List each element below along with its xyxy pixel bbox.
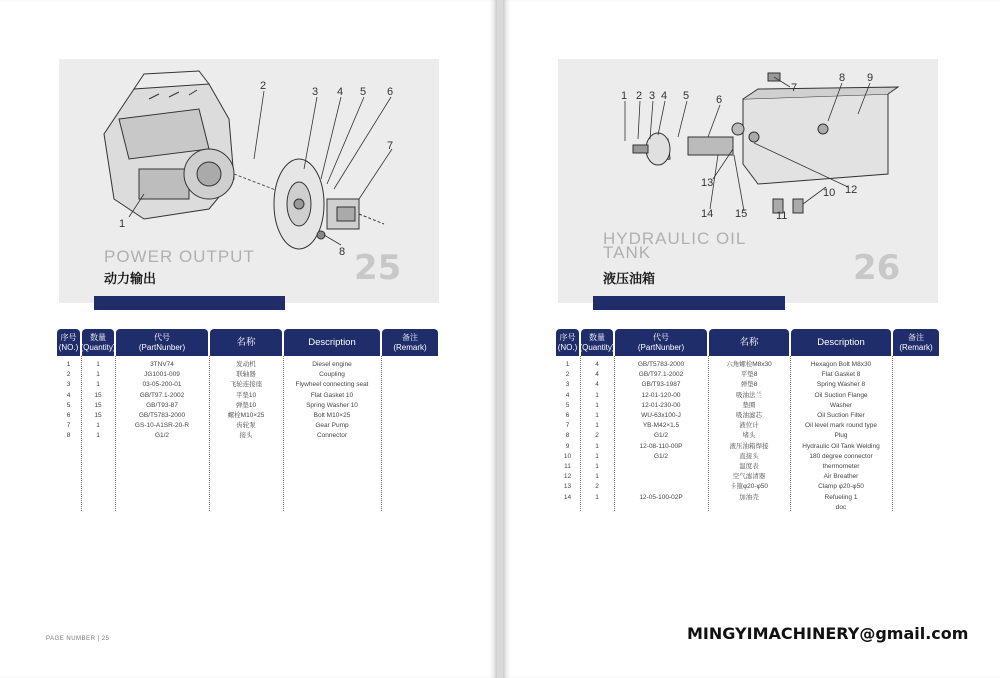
table-cell-desc: Flat Gasket 10 xyxy=(310,391,354,399)
table-cell-desc: Oil Suction Flange xyxy=(814,391,868,399)
table-cell-no: 13 xyxy=(563,483,572,491)
table-cell-name: 弹垫8 xyxy=(740,381,758,389)
table-cell-desc: Plug xyxy=(834,432,848,440)
header-remark: 备注 (Remark) xyxy=(382,329,438,356)
table-cell-no: 1 xyxy=(66,361,71,368)
table-cell-desc: Gear Pump xyxy=(315,422,349,430)
header-remark: 备注 (Remark) xyxy=(893,329,939,356)
table-cell-qty: 1 xyxy=(595,493,599,501)
table-cell-no: 2 xyxy=(66,371,71,379)
callout-1: 1 xyxy=(119,218,126,230)
table-cell-desc: Hydraulic Oil Tank Welding xyxy=(802,442,880,450)
table-cell-qty: 1 xyxy=(96,371,100,379)
table-cell-qty: 2 xyxy=(595,483,599,491)
gear-pump-drawing xyxy=(317,199,384,239)
table-cell-desc: Oil level mark round type xyxy=(805,422,877,430)
table-cell-desc: Bolt M10×25 xyxy=(313,412,351,419)
table-cell-no: 11 xyxy=(564,463,571,470)
table-cell-no: 7 xyxy=(565,422,570,430)
table-cell-name: 平垫8 xyxy=(740,371,758,379)
table-cell-part: GB/T97.1-2002 xyxy=(139,391,185,399)
table-cell-part: G1/2 xyxy=(653,432,669,440)
table-cell-name: 温度表 xyxy=(739,463,759,470)
table-cell-part: G1/2 xyxy=(653,452,669,460)
table-cell-qty: 1 xyxy=(96,361,100,368)
callout-4: 4 xyxy=(337,86,344,98)
table-cell-desc: Connector xyxy=(317,432,347,440)
table-cell-qty: 15 xyxy=(94,401,102,409)
section-number: 26 xyxy=(853,248,901,288)
right-page xyxy=(503,0,1000,678)
diesel-engine-drawing xyxy=(104,71,234,219)
table-cell-qty: 1 xyxy=(595,473,599,481)
table-cell-name: 螺栓M10×25 xyxy=(227,412,265,419)
table-cell-qty: 1 xyxy=(595,401,599,409)
table-cell-part: 3TNV74 xyxy=(150,361,174,368)
table-cell-name: 平垫10 xyxy=(235,391,257,399)
header-part-number: 代号 (PartNunber) xyxy=(615,329,707,356)
table-cell-name: 卡箍φ20-φ50 xyxy=(729,483,769,491)
header-description: Description xyxy=(284,329,380,356)
page-number: PAGE NUMBER | 25 xyxy=(46,636,110,642)
table-cell-part: 12-05-100-02P xyxy=(639,493,683,501)
callout-10: 10 xyxy=(823,187,836,199)
table-cell-name: 飞轮连接座 xyxy=(229,381,263,389)
header-no: 序号 (NO.) xyxy=(556,329,579,356)
header-no: 序号 (NO.) xyxy=(57,329,80,356)
callout-6: 6 xyxy=(387,86,394,98)
table-cell-desc: doc xyxy=(835,503,847,511)
table-cell-qty: 15 xyxy=(94,412,102,419)
callout-8: 8 xyxy=(339,246,346,258)
table-cell-no: 6 xyxy=(66,412,71,419)
table-cell-no: 8 xyxy=(66,432,71,440)
table-cell-desc: Clamp φ20-φ50 xyxy=(818,483,864,491)
table-cell-qty: 15 xyxy=(94,391,102,399)
table-cell-qty: 1 xyxy=(96,381,100,389)
table-cell-no: 2 xyxy=(565,371,570,379)
section-title-cn: 动力输出 xyxy=(104,272,157,287)
table-cell-qty: 1 xyxy=(96,422,100,430)
callout-12: 12 xyxy=(845,184,858,196)
callout-9: 9 xyxy=(867,72,874,84)
table-cell-name: 加油壳 xyxy=(739,493,759,501)
table-cell-no: 3 xyxy=(66,381,71,389)
callout-6: 6 xyxy=(716,94,723,106)
callout-2: 2 xyxy=(636,90,643,102)
table-cell-no: 4 xyxy=(565,391,570,399)
callout-4: 4 xyxy=(661,90,668,102)
table-cell-desc: thermometer xyxy=(822,463,860,470)
table-cell-qty: 1 xyxy=(595,391,599,399)
table-cell-no: 5 xyxy=(66,401,71,409)
table-cell-qty: 1 xyxy=(595,442,599,450)
table-cell-qty: 4 xyxy=(595,371,599,379)
header-part-number: 代号 (PartNunber) xyxy=(116,329,208,356)
callout-8: 8 xyxy=(839,72,846,84)
table-cell-no: 7 xyxy=(66,422,71,430)
table-cell-name: 液压油箱焊接 xyxy=(729,442,769,450)
table-cell-no: 4 xyxy=(66,391,71,399)
table-cell-no: 9 xyxy=(565,442,570,450)
section-accent-bar xyxy=(94,296,285,310)
table-cell-desc: 180 degree connector xyxy=(809,452,873,460)
table-cell-name: 垫圈 xyxy=(742,401,756,409)
callout-13: 13 xyxy=(701,177,714,189)
table-cell-no: 3 xyxy=(565,381,570,389)
table-cell-name: 直接头 xyxy=(739,452,759,460)
oil-tank-drawing xyxy=(743,73,898,184)
table-cell-name: 吸油法兰 xyxy=(736,391,762,399)
table-cell-qty: 4 xyxy=(595,361,599,368)
table-cell-desc: Flywheel connecting seat xyxy=(295,381,369,389)
column-divider xyxy=(892,356,893,511)
table-cell-part: YB-M42×1.5 xyxy=(642,422,680,430)
table-cell-name: 发动机 xyxy=(236,361,256,368)
callout-5: 5 xyxy=(683,90,690,102)
table-cell-desc: Flat Gasket 8 xyxy=(821,371,861,379)
section-title-en: HYDRAULIC OIL TANK xyxy=(603,229,747,262)
table-cell-name: 堵头 xyxy=(742,432,756,440)
table-cell-name: 吸油滤芯 xyxy=(736,412,762,419)
table-cell-desc: Washer xyxy=(829,401,853,409)
callout-7: 7 xyxy=(791,82,798,94)
table-cell-no: 14 xyxy=(563,493,572,501)
table-cell-no: 6 xyxy=(565,412,570,419)
callout-11: 11 xyxy=(776,210,788,222)
table-cell-no: 5 xyxy=(565,401,570,409)
header-quantity: 数量 (Quantity) xyxy=(581,329,613,356)
table-cell-desc: Spring Washer 8 xyxy=(816,381,866,389)
callout-1: 1 xyxy=(621,90,628,102)
section-number: 25 xyxy=(354,248,402,288)
callout-15: 15 xyxy=(735,208,748,220)
table-cell-no: 8 xyxy=(565,432,570,440)
table-cell-name: 联轴器 xyxy=(236,371,256,379)
table-cell-name: 齿轮泵 xyxy=(236,422,256,430)
table-cell-desc: Air Breather xyxy=(823,473,859,481)
table-cell-part: GB/T5783-2000 xyxy=(637,361,685,368)
table-cell-part: 12-01-230-00 xyxy=(641,401,681,409)
table-cell-part: 12-08-110-00P xyxy=(639,442,683,450)
contact-email: MINGYIMACHINERY@gmail.com xyxy=(687,624,969,643)
callout-3: 3 xyxy=(649,90,656,102)
table-cell-desc: Refueling 1 xyxy=(824,493,858,501)
table-cell-qty: 1 xyxy=(96,432,100,440)
table-cell-desc: Hexagon Bolt M8x30 xyxy=(810,361,872,368)
table-cell-name: 液位计 xyxy=(739,422,759,430)
flywheel-seat-drawing xyxy=(274,159,324,249)
section-title-cn: 液压油箱 xyxy=(603,272,656,287)
section-accent-bar xyxy=(593,296,785,310)
column-divider xyxy=(381,356,382,511)
table-cell-part: JG1001-009 xyxy=(144,371,180,379)
section-title-en: POWER OUTPUT xyxy=(104,247,255,266)
table-cell-part: 03-05-200-01 xyxy=(142,381,182,389)
table-cell-no: 12 xyxy=(563,473,572,481)
table-cell-part: GB/T93-1987 xyxy=(641,381,681,389)
table-cell-qty: 1 xyxy=(595,412,599,419)
table-cell-desc: Oil Suction Filter xyxy=(817,412,865,419)
table-cell-desc: Diesel engine xyxy=(312,361,352,368)
table-cell-part: GB/T97.1-2002 xyxy=(638,371,684,379)
table-cell-part: G1/2 xyxy=(154,432,170,440)
header-name: 名称 xyxy=(709,329,789,356)
table-cell-part: GB/T93-87 xyxy=(146,401,178,409)
callout-14: 14 xyxy=(701,208,714,220)
table-cell-name: 空气滤清器 xyxy=(732,473,766,481)
table-cell-part: GB/T5783-2000 xyxy=(138,412,186,419)
left-page xyxy=(0,0,497,678)
callout-5: 5 xyxy=(360,86,367,98)
table-cell-no: 10 xyxy=(563,452,572,460)
table-cell-qty: 2 xyxy=(595,432,599,440)
table-cell-name: 接头 xyxy=(239,432,253,440)
table-cell-part: GS-10-A1SR-20-R xyxy=(134,422,190,430)
table-cell-qty: 1 xyxy=(595,463,599,470)
table-cell-desc: Coupling xyxy=(319,371,345,379)
header-name: 名称 xyxy=(210,329,282,356)
table-cell-qty: 4 xyxy=(595,381,599,389)
callout-7: 7 xyxy=(387,140,394,152)
table-cell-part: WU-63x100-J xyxy=(641,412,681,419)
callout-3: 3 xyxy=(312,86,319,98)
table-cell-part: 12-01-120-00 xyxy=(641,391,681,399)
table-cell-name: 弹垫10 xyxy=(235,401,257,409)
table-cell-no: 1 xyxy=(565,361,570,368)
table-cell-desc: Spring Washer 10 xyxy=(306,401,358,409)
table-cell-qty: 1 xyxy=(595,422,599,430)
header-description: Description xyxy=(791,329,891,356)
table-cell-name: 六角螺栓M8x30 xyxy=(726,361,772,368)
callout-2: 2 xyxy=(260,80,267,92)
table-cell-qty: 1 xyxy=(595,452,599,460)
header-quantity: 数量 (Quantity) xyxy=(82,329,114,356)
